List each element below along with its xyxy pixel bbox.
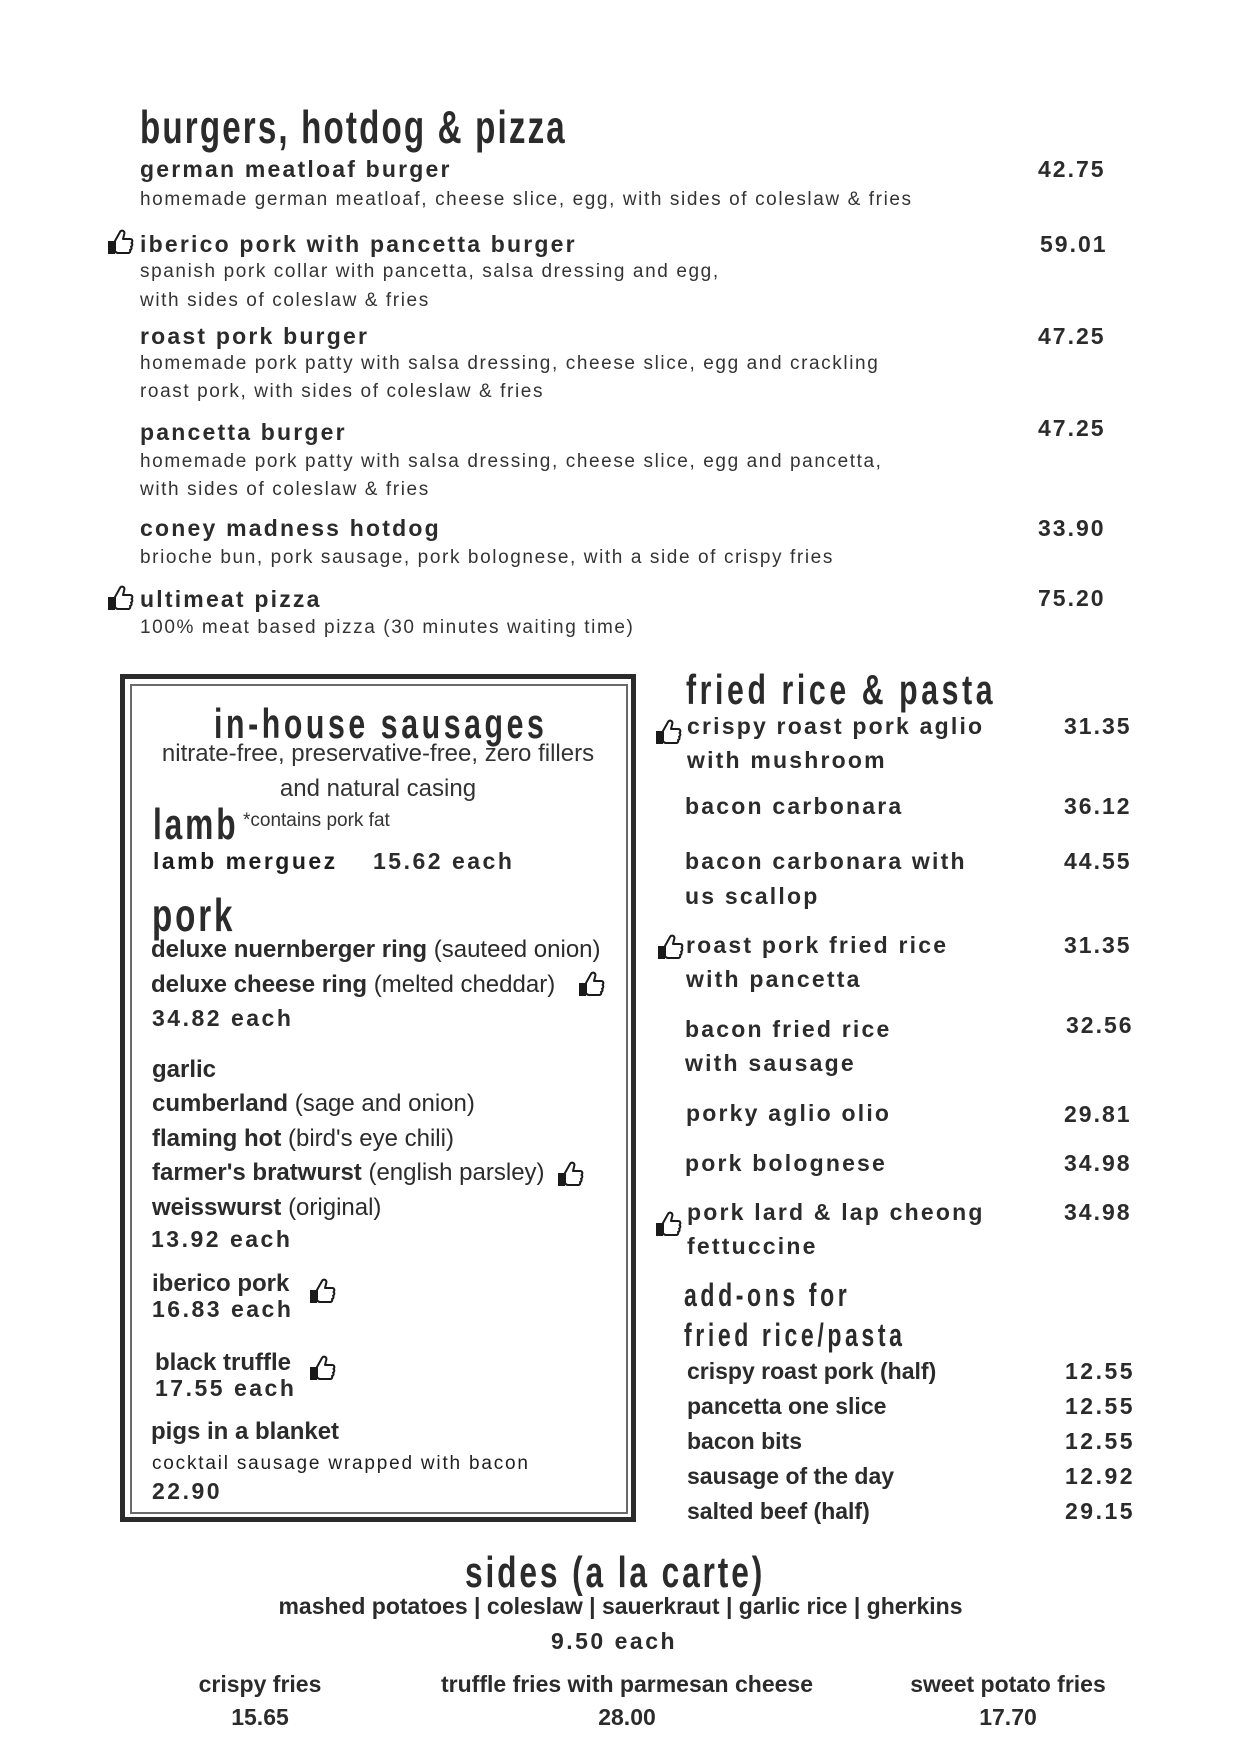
sides-list-price: 9.50 each <box>550 1628 678 1654</box>
menu-item-desc: homemade german meatloaf, cheese slice, egg, with sides of coleslaw & fries <box>140 189 913 210</box>
menu-item-price: 34.98 <box>1064 1199 1132 1225</box>
menu-item-name: roast pork burger <box>140 323 370 349</box>
side-name: crispy fries <box>198 1671 322 1697</box>
menu-item-name: iberico pork with pancetta burger <box>140 231 577 257</box>
menu-item-name: porky aglio olio <box>686 1100 892 1126</box>
menu-item-name: with pancetta <box>686 966 862 992</box>
sausages-subtitle: nitrate-free, preservative-free, zero fillers <box>161 740 595 767</box>
menu-item-name: pork lard & lap cheong <box>687 1199 985 1225</box>
menu-item-price: 31.35 <box>1064 932 1132 958</box>
menu-item-name: german meatloaf burger <box>140 156 452 182</box>
menu-item-price: 33.90 <box>1038 515 1106 541</box>
menu-item-price: 34.98 <box>1064 1150 1132 1176</box>
menu-item-name: pork bolognese <box>685 1150 888 1176</box>
section-title-fried-rice: fried rice & pasta <box>686 666 997 713</box>
menu-item-name: with sausage <box>685 1050 856 1076</box>
thumbs-up-icon <box>556 1160 584 1190</box>
sausage-name: cumberland <box>152 1090 289 1117</box>
section-title-sides: sides (a la carte) <box>465 1548 766 1597</box>
menu-item-price: 47.25 <box>1038 415 1106 441</box>
menu-item-name: bacon carbonara <box>685 793 904 819</box>
menu-item-price: 42.75 <box>1038 156 1106 182</box>
section-title-burgers: burgers, hotdog & pizza <box>140 101 567 153</box>
menu-item-price: 32.56 <box>1066 1012 1134 1038</box>
menu-item-name: crispy roast pork aglio <box>687 713 985 739</box>
sausage-note: (melted cheddar) <box>373 971 556 998</box>
side-price: 28.00 <box>598 1704 656 1730</box>
thumbs-up-icon <box>308 1354 336 1384</box>
menu-item-desc: homemade pork patty with salsa dressing, cheese slice, egg and crackling <box>140 353 880 374</box>
thumbs-up-icon <box>577 970 605 1000</box>
subsection-title-pork: pork <box>152 889 236 941</box>
addon-name: bacon bits <box>687 1428 803 1454</box>
sausage-name: lamb merguez <box>153 848 338 874</box>
menu-item-name: ultimeat pizza <box>140 586 322 612</box>
sausage-price: 17.55 each <box>155 1375 297 1401</box>
thumbs-up-icon <box>106 228 134 258</box>
sausage-line <box>151 971 555 999</box>
sausage-price: 13.92 each <box>151 1226 293 1252</box>
addon-price: 12.92 <box>1065 1463 1136 1489</box>
sausage-name: deluxe cheese ring <box>151 971 368 998</box>
menu-item-desc: spanish pork collar with pancetta, salsa dressing and egg, <box>140 261 720 282</box>
menu-item-name: bacon carbonara with <box>685 848 967 874</box>
menu-item-name: fettuccine <box>687 1233 818 1259</box>
sausage-note: (bird's eye chili) <box>288 1125 454 1152</box>
sausage-name: iberico pork <box>152 1270 290 1297</box>
thumbs-up-icon <box>654 718 682 748</box>
sausage-desc: cocktail sausage wrapped with bacon <box>152 1453 530 1474</box>
addon-name: sausage of the day <box>687 1463 895 1489</box>
sausage-name: deluxe nuernberger ring <box>151 936 428 963</box>
menu-item-price: 29.81 <box>1064 1101 1132 1127</box>
menu-item-desc: 100% meat based pizza (30 minutes waiting time) <box>140 617 635 638</box>
sausage-price: 34.82 each <box>152 1005 294 1031</box>
menu-item-desc: roast pork, with sides of coleslaw & fries <box>140 381 545 402</box>
addon-name: salted beef (half) <box>687 1498 870 1524</box>
thumbs-up-icon <box>654 1210 682 1240</box>
sides-list: mashed potatoes | coleslaw | sauerkraut | garlic rice | gherkins <box>278 1593 963 1619</box>
sausages-subtitle: and natural casing <box>279 775 477 802</box>
menu-item-name: pancetta burger <box>140 419 347 445</box>
section-title-sausages: in-house sausages <box>214 700 548 747</box>
menu-item-desc: with sides of coleslaw & fries <box>140 290 430 311</box>
menu-item-desc: homemade pork patty with salsa dressing, cheese slice, egg and pancetta, <box>140 451 883 472</box>
menu-item-price: 44.55 <box>1064 848 1132 874</box>
sausage-price: 16.83 each <box>152 1296 294 1322</box>
menu-item-name: with mushroom <box>687 747 887 773</box>
sausage-name: black truffle <box>155 1349 292 1376</box>
sausage-line <box>152 1159 545 1187</box>
thumbs-up-icon <box>308 1277 336 1307</box>
sausage-note: (original) <box>288 1194 382 1221</box>
menu-item-name: bacon fried rice <box>685 1016 892 1042</box>
side-name: sweet potato fries <box>910 1671 1106 1697</box>
menu-item-price: 31.35 <box>1064 713 1132 739</box>
sausage-line <box>152 1194 381 1222</box>
menu-item-price: 75.20 <box>1038 585 1106 611</box>
addon-price: 12.55 <box>1065 1358 1136 1384</box>
menu-item-desc: brioche bun, pork sausage, pork bolognese, with a side of crispy fries <box>140 547 834 568</box>
addon-price: 12.55 <box>1065 1393 1136 1419</box>
sausage-name: flaming hot <box>152 1125 282 1152</box>
menu-item-price: 36.12 <box>1064 793 1132 819</box>
sausage-line <box>151 936 601 964</box>
sausage-line <box>152 1090 475 1118</box>
menu-item-desc: with sides of coleslaw & fries <box>140 479 430 500</box>
sausage-name: garlic <box>152 1056 217 1083</box>
menu-item-name: us scallop <box>685 883 820 909</box>
section-title-addons: add-ons for <box>684 1277 851 1313</box>
sausage-note: (english parsley) <box>368 1159 545 1186</box>
subsection-title-lamb: lamb <box>153 800 239 849</box>
sausage-line <box>152 1056 216 1084</box>
sausage-name: weisswurst <box>152 1194 282 1221</box>
addon-name: crispy roast pork (half) <box>687 1358 937 1384</box>
menu-item-price: 59.01 <box>1040 231 1108 257</box>
addon-price: 29.15 <box>1065 1498 1136 1524</box>
sausage-note: (sauteed onion) <box>433 936 601 963</box>
side-name: truffle fries with parmesan cheese <box>441 1671 813 1697</box>
sausage-name: pigs in a blanket <box>151 1418 340 1445</box>
sausage-price: 15.62 each <box>373 848 515 874</box>
lamb-note: *contains pork fat <box>243 810 390 831</box>
side-price: 15.65 <box>231 1704 289 1730</box>
addon-price: 12.55 <box>1065 1428 1136 1454</box>
sausage-name: farmer's bratwurst <box>152 1159 362 1186</box>
thumbs-up-icon <box>656 933 684 963</box>
sausage-note: (sage and onion) <box>294 1090 475 1117</box>
side-price: 17.70 <box>979 1704 1037 1730</box>
thumbs-up-icon <box>106 584 134 614</box>
menu-item-name: roast pork fried rice <box>686 932 949 958</box>
menu-item-name: coney madness hotdog <box>140 515 441 541</box>
menu-item-price: 47.25 <box>1038 323 1106 349</box>
sausage-line <box>152 1125 454 1153</box>
section-title-addons: fried rice/pasta <box>684 1317 906 1353</box>
sausage-price: 22.90 <box>152 1478 223 1504</box>
addon-name: pancetta one slice <box>687 1393 887 1419</box>
